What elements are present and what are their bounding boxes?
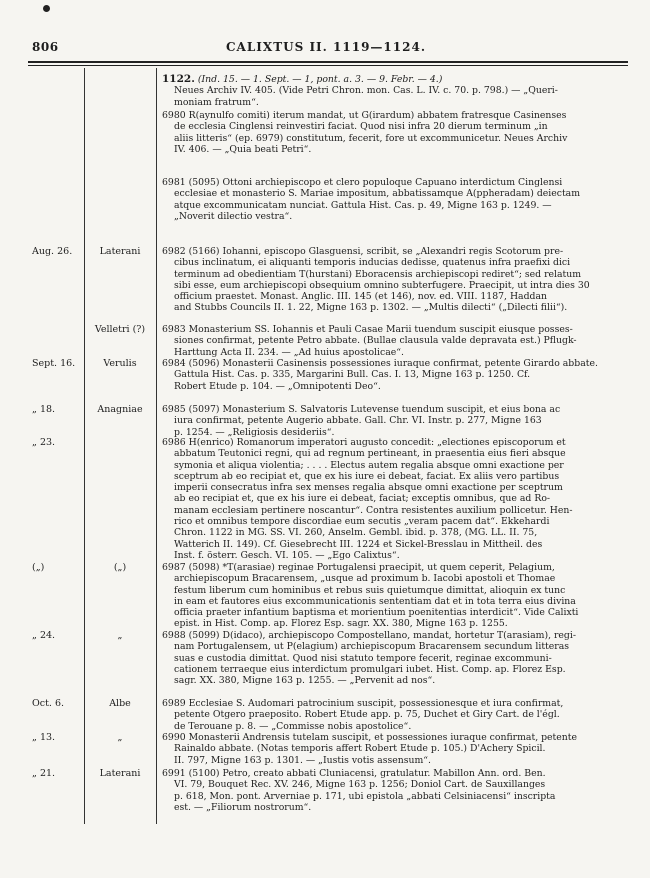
entry-line: epist. in Hist. Comp. ap. Florez Esp. sagr. XX. 380, Migne 163 p. 1255. — [174, 618, 508, 630]
entry-line: iura confirmat, petente Augerio abbate. Gall. Chr. VI. Instr. p. 277, Migne 163 — [174, 415, 542, 427]
year-note: (Ind. 15. — 1. Sept. — 1, pont. a. 3. — 9. Febr. — 4.) — [197, 74, 443, 85]
page-header — [28, 40, 624, 56]
ink-dot — [43, 5, 50, 12]
entry-line: nam Portugalensem, ut P(elagium) archiepiscopum Bracarensem secundum litteras — [174, 641, 570, 653]
entry-line: sceptrum ab eo recipiat et, que ex his iure ei debeat, faciat. Ex aliis vero partibus — [174, 470, 560, 482]
entry-line: ecclesiae et monasterio S. Mariae impositum, abbatissamque A(ppheradam) deiectam — [174, 188, 581, 200]
regest-entry — [162, 404, 624, 438]
entry-first-line: 6991 (5100) Petro, creato abbati Cluniacensi, gratulatur. Mabillon Ann. ord. Ben. — [162, 768, 546, 779]
entry-line: II. 797, Migne 163 p. 1301. — „Iustis votis assensum“. — [174, 754, 432, 766]
entry-line: IV. 406. — „Quia beati Petri“. — [174, 143, 312, 155]
entry-line: atque excommunicatam nunciat. Gattula Hist. Cas. p. 49, Migne 163 p. 1249. — — [174, 199, 552, 211]
entry-line: imperii consecratus infra sex menses regalia absque omni exactione per sceptrum — [174, 482, 563, 494]
entry-first-line: 6982 (5166) Iohanni, episcopo Glasguensi, scribit, se „Alexandri regis Scotorum pre- — [162, 246, 564, 257]
entry-line: terminum ad obedientiam T(hurstani) Eboracensis archiepiscopi rediret“; sed relatum — [174, 268, 582, 280]
year-number: 1122. — [162, 73, 195, 85]
margin-date: „ 21. — [32, 768, 56, 779]
entry-first-line: 6987 (5098) *T(arasiae) reginae Portugalensi praecipit, ut quem ceperit, Pelagium, — [162, 562, 555, 573]
entry-line: cationem terraeque eius interdictum promulgari iubet. Hist. Comp. ap. Florez Esp. — [174, 663, 566, 675]
entry-line: petente Otgero praeposito. Robert Etude app. p. 75, Duchet et Giry Cart. de l'égl. — [174, 709, 560, 721]
entry-line: officia praeter infantium baptisma et morientium poenitentias interdicit“. Vide Calixti — [174, 607, 579, 619]
year-heading-line: Neues Archiv IV. 405. (Vide Petri Chron. mon. Cas. L. IV. c. 70. p. 798.) — „Queri- — [174, 85, 558, 97]
entry-line: Watterich II. 149). Cf. Giesebrecht III. 1224 et Sickel-Bresslau in Mittheil. des — [174, 538, 543, 550]
year-heading-line: moniam fratrum“. — [174, 96, 259, 108]
entry-line: siones confirmat, petente Petro abbate. (Bullae clausula valde depravata est.) Pflugk- — [174, 335, 577, 347]
entry-first-line: 6990 Monasterii Andrensis tutelam suscipit, et possessiones iuraque confirmat, petente — [162, 732, 578, 743]
margin-place: Verulis — [103, 358, 137, 369]
regest-entry — [162, 177, 624, 222]
entry-line: in eam et fautores eius excommunicationis sententiam dat et in tota terra eius divina — [174, 595, 576, 607]
entry-first-line: 6981 (5095) Ottoni archiepiscopo et clero populoque Capuano interdictum Cinglensi — [162, 177, 563, 188]
regest-entry — [162, 630, 624, 686]
entry-line: sagr. XX. 380, Migne 163 p. 1255. — „Pervenit ad nos“. — [174, 675, 436, 687]
margin-date: „ 23. — [32, 437, 56, 448]
date-column-divider — [84, 68, 85, 824]
margin-date: „ 18. — [32, 404, 56, 415]
entry-line: aliis litteris“ (ep. 6979) constitutum, fecerit, fore ut excommunicetur. Neues Archiv — [174, 132, 568, 144]
entry-line: symonia et aliqua violentia; . . . . Electus autem regalia absque omni exactione per — [174, 459, 564, 471]
regest-entry — [162, 732, 624, 766]
entry-line: abbatum Teutonici regni, qui ad regnum pertineant, in praesentia eius fieri absque — [174, 448, 566, 460]
entry-first-line: 6989 Ecclesiae S. Audomari patrocinium suscipit, possessionesque et iura confirmat, — [162, 698, 564, 709]
entry-line: manam ecclesiam pertinere noscantur“. Contra resistentes auxilium pollicetur. Hen- — [174, 504, 573, 516]
entry-line: rico et omnibus tempore discordiae eum secutis „veram pacem dat“. Ekkehardi — [174, 516, 550, 528]
regest-entry — [162, 324, 624, 358]
entry-line: ab eo recipiat et, que ex his iure ei debeat, faciat; exceptis omnibus, que ad Ro- — [174, 493, 551, 505]
entry-line: de ecclesia Cinglensi reinvestiri faciat. Quod nisi infra 20 dierum terminum „in — [174, 121, 548, 133]
entry-first-line: 6986 H(enrico) Romanorum imperatori augusto concedit: „electiones episcoporum et — [162, 437, 566, 448]
regest-entry — [162, 358, 624, 392]
regest-entry — [162, 768, 624, 813]
entry-line: p. 618, Mon. pont. Arverniae p. 171, ubi epistola „abbati Celsiniacensi“ inscripta — [174, 790, 556, 802]
entry-first-line: 6985 (5097) Monasterium S. Salvatoris Lutevense tuendum suscipit, et eius bona ac — [162, 404, 561, 415]
regest-entry — [162, 110, 624, 155]
entry-line: est. — „Filiorum nostrorum“. — [174, 801, 312, 813]
entry-line: p. 1254. — „Religiosis desideriis“. — [174, 426, 335, 438]
entry-line: Robert Etude p. 104. — „Omnipotenti Deo“. — [174, 380, 381, 392]
margin-date: Aug. 26. — [32, 246, 73, 257]
entry-line: VI. 79, Bouquet Rec. XV. 246, Migne 163 p. 1256; Doniol Cart. de Sauxillanges — [174, 779, 546, 791]
margin-place: Albe — [109, 698, 131, 709]
entry-first-line: 6983 Monasterium SS. Iohannis et Pauli Casae Marii tuendum suscipit eiusque posses- — [162, 324, 573, 335]
entry-line: archiepiscopum Bracarensem, „usque ad proximum b. Iacobi apostoli et Thomae — [174, 573, 556, 585]
entry-first-line: 6988 (5099) D(idaco), archiepiscopo Compostellano, mandat, hortetur T(arasiam), regi- — [162, 630, 576, 641]
place-column-divider — [156, 68, 157, 824]
header-rule-thick — [28, 61, 628, 63]
entry-line: Rainaldo abbate. (Notas temporis affert Robert Etude p. 105.) D'Achery Spicil. — [174, 743, 546, 755]
entry-first-line: 6980 R(aynulfo comiti) iterum mandat, ut G(irardum) abbatem fratresque Casinenses — [162, 110, 567, 121]
entry-line: sibi esse, eum archiepiscopi obsequium omnino subterfugere. Praecipit, ut intra dies 30 — [174, 279, 590, 291]
margin-date: Sept. 16. — [32, 358, 76, 369]
margin-date: „ 13. — [32, 732, 56, 743]
regest-entry — [162, 562, 624, 630]
entry-line: suas e custodia dimittat. Quod nisi statuto tempore fecerit, reginae excommuni- — [174, 652, 552, 664]
entry-line: officium praestet. Monast. Anglic. III. 145 (et 146), nov. ed. VIII. 1187, Haddan — [174, 291, 548, 303]
regest-entry — [162, 698, 624, 732]
margin-place: Velletri (?) — [94, 324, 146, 335]
entry-line: „Noverit dilectio vestra“. — [174, 210, 293, 222]
margin-date: („) — [32, 562, 45, 573]
entry-line: Chron. 1122 in MG. SS. VI. 260, Anselm. Gembl. ibid. p. 378, (MG. LL. II. 75, — [174, 527, 538, 539]
entry-line: Gattula Hist. Cas. p. 335, Margarini Bull. Cas. I. 13, Migne 163 p. 1250. Cf. — [174, 369, 531, 381]
header-rule-thin — [28, 65, 628, 66]
margin-place: „ — [117, 630, 123, 641]
entry-line: festum liberum cum hominibus et rebus suis quietumque dimittat, alioquin ex tunc — [174, 584, 566, 596]
year-heading — [162, 74, 624, 108]
page-number: 806 — [32, 40, 59, 54]
entry-line: Harttung Acta II. 234. — „Ad huius apostolicae“. — [174, 346, 404, 358]
regest-entry — [162, 246, 624, 314]
margin-place: Laterani — [99, 246, 141, 257]
margin-date: Oct. 6. — [32, 698, 65, 709]
entry-line: Inst. f. österr. Gesch. VI. 105. — „Ego Calixtus“. — [174, 549, 400, 561]
running-title: CALIXTUS II. 1119—1124. — [225, 40, 427, 54]
entry-line: and Stubbs Councils II. 1. 22, Migne 163 p. 1302. — „Multis dilecti“ („Dilecti filii“). — [174, 302, 568, 314]
entry-line: cibus inclinatum, ei aliquanti temporis inducias dedisse, quatenus infra praefixi dici — [174, 257, 571, 269]
regest-entry — [162, 437, 624, 561]
margin-place: Anagniae — [97, 404, 143, 415]
margin-place: („) — [113, 562, 127, 573]
entry-line: de Terouane p. 8. — „Commisse nobis apostolice“. — [174, 720, 412, 732]
margin-date: „ 24. — [32, 630, 56, 641]
margin-place: „ — [117, 732, 123, 743]
entry-first-line: 6984 (5096) Monasterii Casinensis possessiones iuraque confirmat, petente Girardo abbate. — [162, 358, 598, 369]
margin-place: Laterani — [99, 768, 141, 779]
